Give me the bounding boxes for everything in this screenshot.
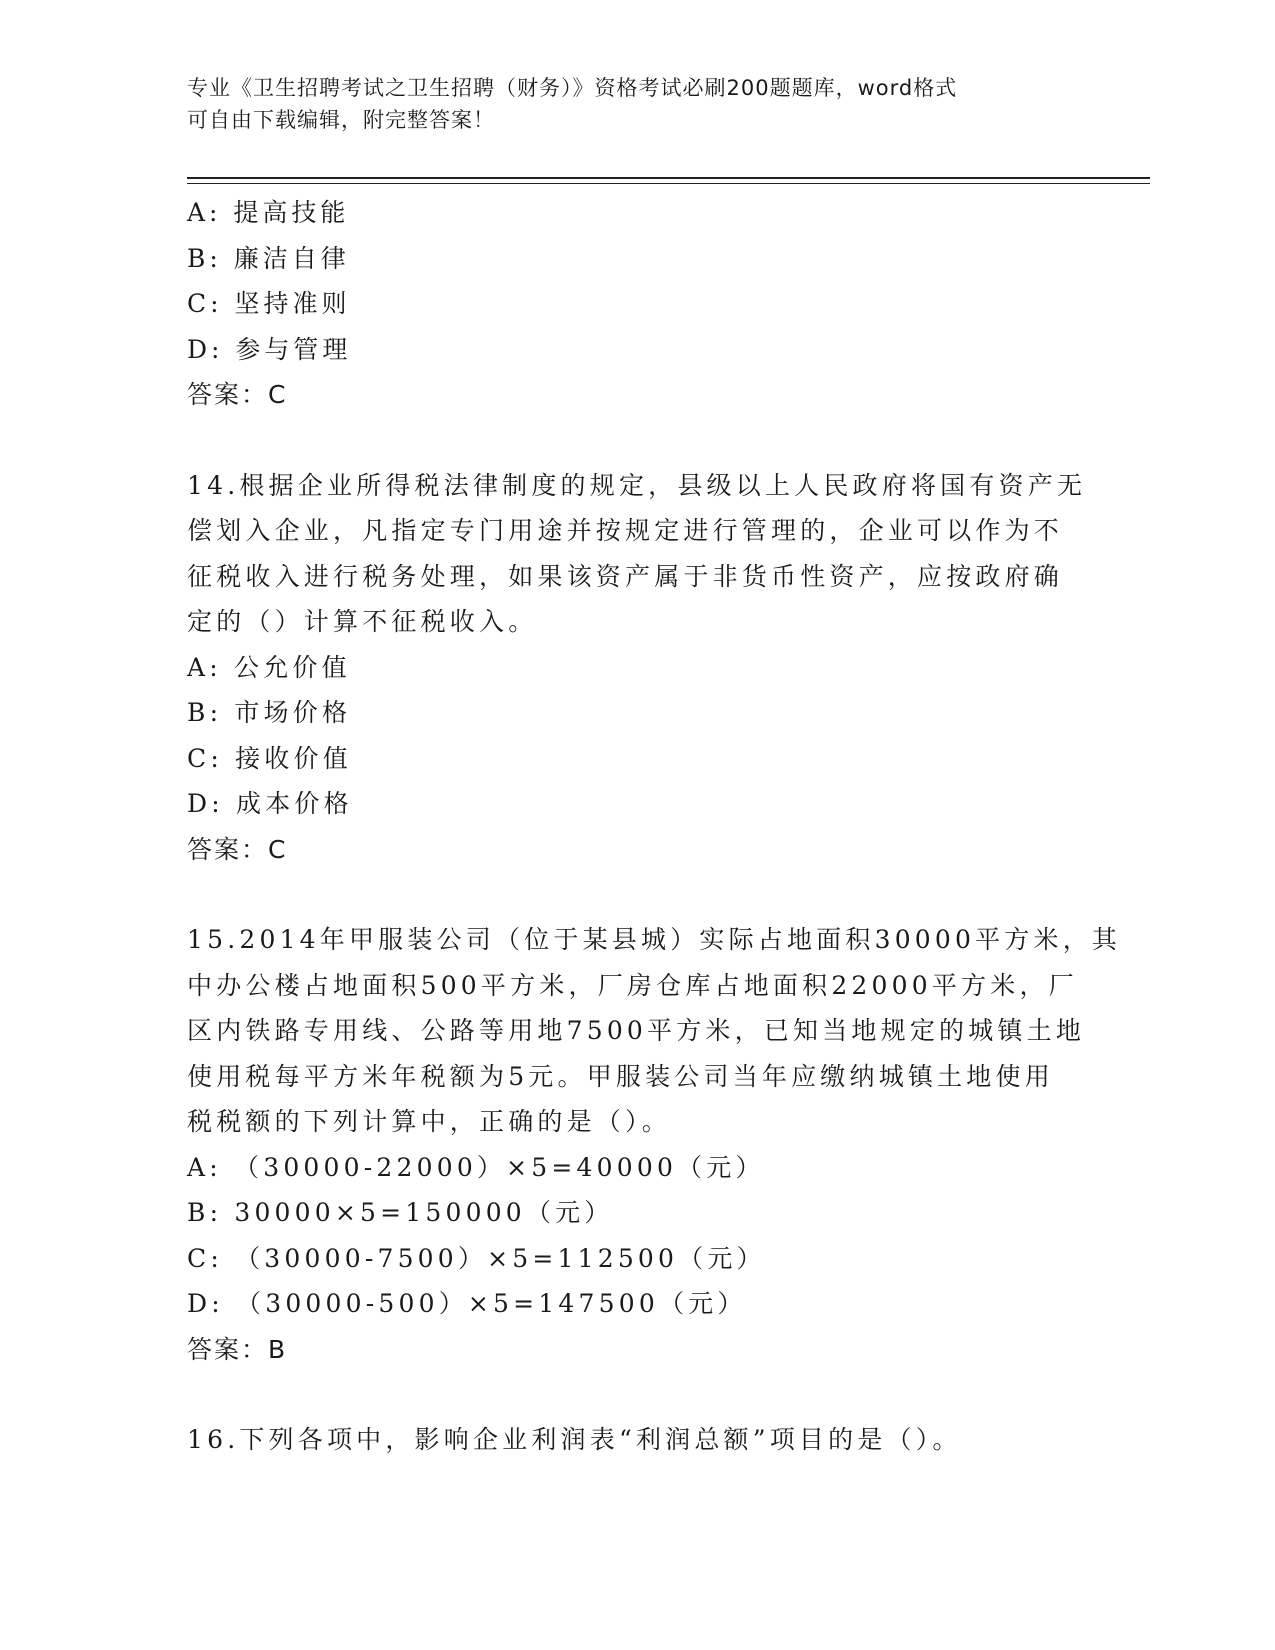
question-stem-line: 使用税每平方米年税额为5元。甲服装公司当年应缴纳城镇土地使用 xyxy=(187,1061,1054,1091)
option-b: B: 廉洁自律 xyxy=(187,243,350,273)
question-content xyxy=(187,190,1122,1463)
option-a: A: （30000-22000）×5=40000（元） xyxy=(187,1152,765,1182)
answer-line: 答案：C xyxy=(187,380,288,409)
question-13-block xyxy=(187,190,1087,418)
question-stem-line: 定的（）计算不征税收入。 xyxy=(187,607,538,636)
question-16-block xyxy=(187,1417,1087,1463)
option-c: C: 接收价值 xyxy=(187,743,352,773)
header-rule-thin xyxy=(187,183,1150,184)
question-15-block xyxy=(187,917,1122,1372)
question-stem-line: 14.根据企业所得税法律制度的规定，县级以上人民政府将国有资产无 xyxy=(187,470,1087,500)
document-header xyxy=(187,72,1067,136)
option-c: C: 坚持准则 xyxy=(187,289,351,318)
question-stem-line: 税税额的下列计算中，正确的是（）。 xyxy=(187,1107,671,1136)
option-a: A: 提高技能 xyxy=(187,198,350,227)
question-stem-line: 15.2014年甲服装公司（位于某县城）实际占地面积30000平方米，其 xyxy=(187,925,1122,954)
option-d: D: 参与管理 xyxy=(187,334,352,364)
question-14-block xyxy=(187,463,1087,873)
header-rule-thick xyxy=(187,177,1150,179)
spacer xyxy=(187,1372,1087,1417)
option-c: C: （30000-7500）×5=112500（元） xyxy=(187,1243,766,1273)
option-d: D: （30000-500）×5=147500（元） xyxy=(187,1289,747,1318)
header-line-1: 专业《卫生招聘考试之卫生招聘（财务）》资格考试必刷200题题库，word格式 xyxy=(187,76,958,100)
question-stem-line: 区内铁路专用线、公路等用地7500平方米，已知当地规定的城镇土地 xyxy=(187,1016,1086,1045)
option-b: B: 市场价格 xyxy=(187,698,352,727)
spacer xyxy=(187,872,1087,917)
question-stem-line: 中办公楼占地面积500平方米，厂房仓库占地面积22000平方米，厂 xyxy=(187,970,1078,1000)
question-stem-line: 偿划入企业，凡指定专门用途并按规定进行管理的，企业可以作为不 xyxy=(187,516,1064,545)
spacer xyxy=(187,418,1087,463)
answer-line: 答案：B xyxy=(187,1334,288,1364)
option-d: D: 成本价格 xyxy=(187,789,353,818)
option-a: A: 公允价值 xyxy=(187,652,351,682)
header-line-2: 可自由下载编辑，附完整答案！ xyxy=(187,108,495,132)
question-stem-line: 16.下列各项中，影响企业利润表“利润总额”项目的是（）。 xyxy=(187,1425,962,1454)
answer-line: 答案：C xyxy=(187,834,288,864)
question-stem-line: 征税收入进行税务处理，如果该资产属于非货币性资产，应按政府确 xyxy=(187,561,1064,591)
option-b: B: 30000×5=150000（元） xyxy=(187,1198,614,1227)
